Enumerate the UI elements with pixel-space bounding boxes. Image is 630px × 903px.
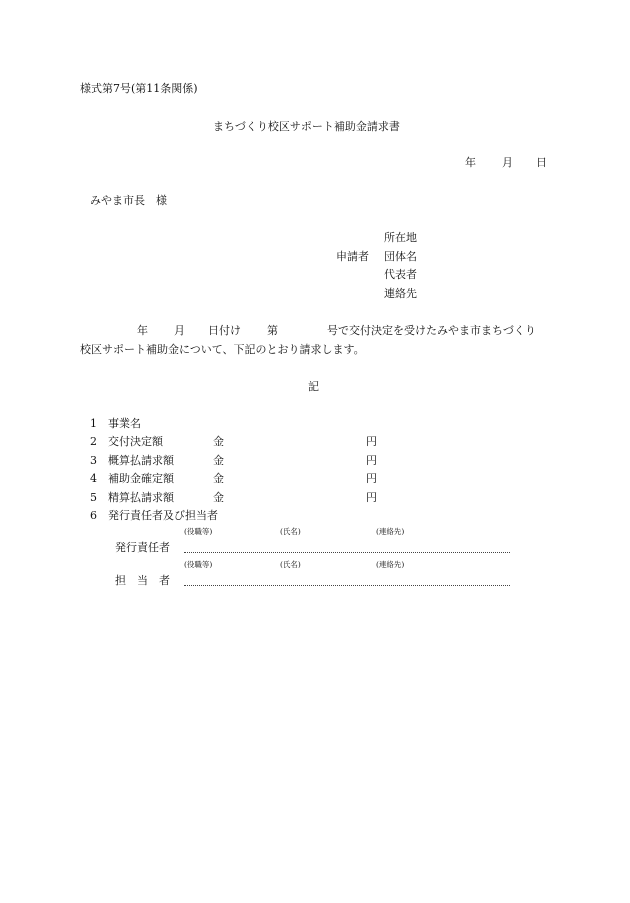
- date-month-label: 月: [502, 156, 513, 169]
- item-number: 4: [90, 472, 97, 485]
- item-label-grant-decision-amount: 交付決定額: [108, 435, 163, 448]
- issuer-fill-line[interactable]: [184, 552, 510, 553]
- item-kin: 金: [213, 472, 224, 485]
- item-number: 3: [90, 454, 97, 467]
- item-number: 6: [90, 509, 97, 522]
- applicant-field-address: 所在地: [384, 231, 417, 244]
- body-year-label: 年: [137, 324, 148, 337]
- document-title: まちづくり校区サポート補助金請求書: [213, 120, 400, 133]
- person-header-title: (役職等): [184, 560, 213, 569]
- item-yen: 円: [366, 491, 377, 504]
- issuer-header-contact: (連絡先): [376, 527, 405, 536]
- person-header-contact: (連絡先): [376, 560, 405, 569]
- body-date-suffix: 日付け: [208, 324, 241, 337]
- date-year-label: 年: [465, 156, 476, 169]
- item-yen: 円: [366, 435, 377, 448]
- item-label-confirmed-grant-amount: 補助金確定額: [108, 472, 174, 485]
- item-label-responsible-persons: 発行責任者及び担当者: [108, 509, 218, 522]
- item-number: 2: [90, 435, 97, 448]
- item-label-project-name: 事業名: [108, 417, 141, 430]
- item-kin: 金: [213, 491, 224, 504]
- item-kin: 金: [213, 435, 224, 448]
- addressee: みやま市長 様: [90, 194, 167, 207]
- applicant-label: 申請者: [336, 250, 369, 263]
- form-number: 様式第7号(第11条関係): [80, 82, 198, 95]
- item-number: 5: [90, 491, 97, 504]
- item-label-estimated-payment-request: 概算払請求額: [108, 454, 174, 467]
- issuer-header-title: (役職等): [184, 527, 213, 536]
- item-yen: 円: [366, 472, 377, 485]
- person-header-name: (氏名): [280, 560, 301, 569]
- item-number: 1: [90, 417, 97, 430]
- person-fill-line[interactable]: [184, 585, 510, 586]
- body-dai: 第: [267, 324, 278, 337]
- person-label: 担 当 者: [115, 574, 170, 587]
- applicant-field-representative: 代表者: [384, 268, 417, 281]
- item-yen: 円: [366, 454, 377, 467]
- body-month-label: 月: [174, 324, 185, 337]
- ki-heading: 記: [308, 380, 319, 393]
- issuer-label: 発行責任者: [115, 541, 170, 554]
- item-kin: 金: [213, 454, 224, 467]
- body-line2: 校区サポート補助金について、下記のとおり請求します。: [80, 343, 365, 356]
- body-line1-rest: 号で交付決定を受けたみやま市まちづくり: [327, 324, 536, 337]
- item-label-settlement-payment-request: 精算払請求額: [108, 491, 174, 504]
- applicant-field-group: 団体名: [384, 250, 417, 263]
- applicant-field-contact: 連絡先: [384, 287, 417, 300]
- date-day-label: 日: [536, 156, 547, 169]
- issuer-header-name: (氏名): [280, 527, 301, 536]
